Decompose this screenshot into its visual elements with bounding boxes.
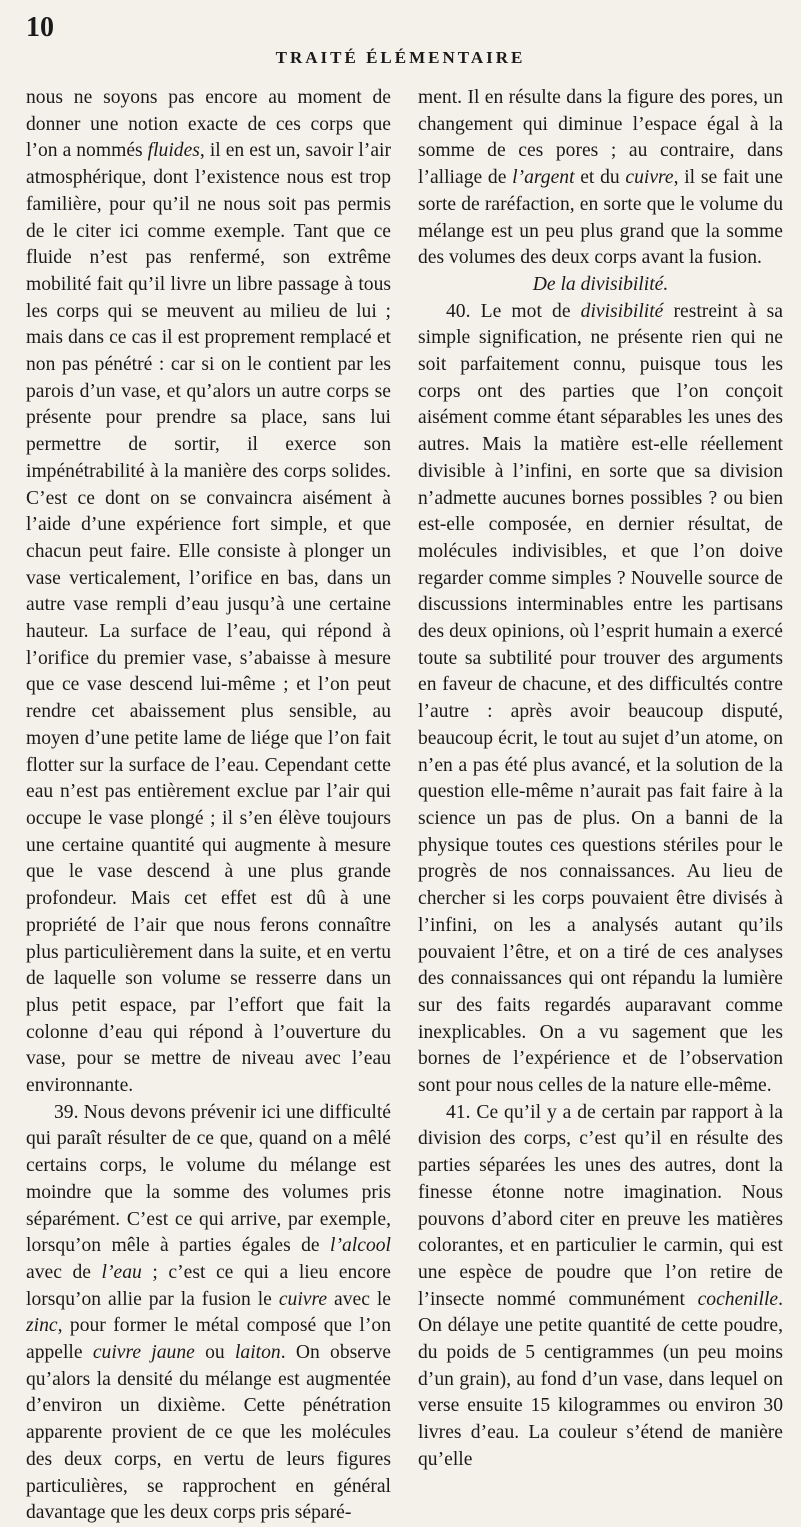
running-title: TRAITÉ ÉLÉMENTAIRE	[275, 48, 526, 67]
paragraph-39: 39. Nous devons prévenir ici une difficulté qui paraît résulter de ce que, quand on a mêlé certains corps, le volume du mélange est moindre que la somme des volumes pris séparément. C’est ce qui arrive, par exemple, lorsqu’on mêle à parties égales de l’alcool avec de l’eau ; c’est ce qui a lieu encore lorsqu’on allie par la fusion le cuivre avec le zinc, pour former le métal composé que l’on appelle cuivre jaune ou laiton. On observe qu’alors la densité du mélange est augmentée d’environ un dixième. Cette pénétration apparente provient de ce que les molécules des deux corps, en vertu de leurs figures particulières, se rapprochent en général davantage que les deux corps pris séparé-	[26, 1101, 392, 1524]
left-column	[26, 85, 391, 1527]
paragraph-41: 41. Ce qu’il y a de certain par rapport à la division des corps, c’est qu’il en résulte des parties séparées les unes des autres, dont la finesse étonne notre imagination. Nous pouvons d’abord citer en preuve les matières colorantes, et en particulier le carmin, qui est une espèce de poudre que l’on retire de l’insecte nommé communément cochenille. On délaye une petite quantité de cette poudre, du poids de 5 centigrammes (un peu moins d’un grain), au fond d’un vase, dans lequel on verse ensuite 15 kilogrammes ou environ 30 livres d’eau. La couleur s’étend de manière qu’elle	[418, 1101, 783, 1470]
section-heading-divisibilite: De la divisibilité.	[532, 273, 669, 295]
paragraph-air-continued: nous ne soyons pas encore au moment de donner une notion exacte de ces corps que l’on a nommés fluides, il en est un, savoir l’air atmosphérique, dont l’existence nous est trop familière, pour qu’il ne nous soit pas permis de le citer ici comme exemple. Tant que ce fluide n’est pas renfermé, son extrême mobilité fait qu’il livre un libre passage à tous les corps qui se meuvent au milieu de lui ; mais dans ce cas il est proprement remplacé et non pas pénétré : car si on le contient par les parois d’un vase, et qu’alors un autre corps se présente pour prendre sa place, sans lui permettre de sortir, il exerce son impénétrabilité à la manière des corps solides. C’est ce dont on se convaincra aisément à l’aide d’une expérience fort simple, et que chacun peut faire. Elle consiste à plonger un vase verticalement, l’orifice en bas, dans un autre vase rempli d’eau jusqu’à une certaine hauteur. La surface de l’eau, qui répond à l’orifice du premier vase, s’abaisse à mesure que ce vase descend lui-même ; et l’on peut rendre cet abaissement plus sensible, au moyen d’une petite lame de liége que l’on fait flotter sur la surface de l’eau. Cependant cette eau n’est pas entièrement exclue par l’air qui occupe le vase plongé ; il s’en élève toujours une certaine quantité qui augmente à mesure que le vase descend à une plus grande profondeur. Mais cet effet est dû à une propriété de l’air que nous ferons connaître plus particulièrement dans la suite, et en vertu de laquelle son volume se resserre dans un plus petit espace, par l’effort que fait la colonne d’eau qui répond à l’ouverture du vase, pour se mettre de niveau avec l’eau environnante.	[26, 87, 391, 1097]
page-number: 10	[26, 12, 54, 43]
paragraph-alloy-continued: ment. Il en résulte dans la figure des pores, un changement qui diminue l’espace égal à la somme de ces pores ; au contraire, dans l’alliage de l’argent et du cuivre, il se fait une sorte de raréfaction, en sorte que le volume du mélange est un peu plus grand que la somme des volumes des deux corps avant la fusion.	[418, 87, 783, 269]
paragraph-40: 40. Le mot de divisibilité restreint à sa simple signification, ne présente rien qui ne soit parfaitement connu, puisque tous les corps ont des parties que l’on conçoit aisément comme étant séparables les unes des autres. Mais la matière est-elle réellement divisible à l’infini, en sorte que sa division n’admette aucunes bornes possibles ? ou bien est-elle composée, en dernier résultat, de molécules indivisibles, et que l’on doive regarder comme simples ? Nouvelle source de discussions interminables entre les partisans des deux opinions, où l’esprit humain a exercé toute sa subtilité pour trouver des arguments en faveur de chacune, et des difficultés contre l’autre : après avoir beaucoup disputé, beaucoup écrit, le tout au sujet d’un atome, on n’en a pas été plus avancé, et la solution de la question elle-même n’aurait pas fait faire à la science un pas de plus. On a banni de la physique toutes ces questions stériles pour le progrès de nos connaissances. Au lieu de chercher si les corps pouvaient être divisés à l’infini, on les a analysés autant qu’ils pouvaient l’être, et on a tiré de ces analyses des connaissances qui ont répandu la lumière sur des faits regardés auparavant comme inexplicables. On a vu sagement que les bornes de l’expérience et de l’observation sont pour nous celles de la nature elle-même.	[418, 300, 783, 1097]
right-column	[418, 85, 783, 1474]
